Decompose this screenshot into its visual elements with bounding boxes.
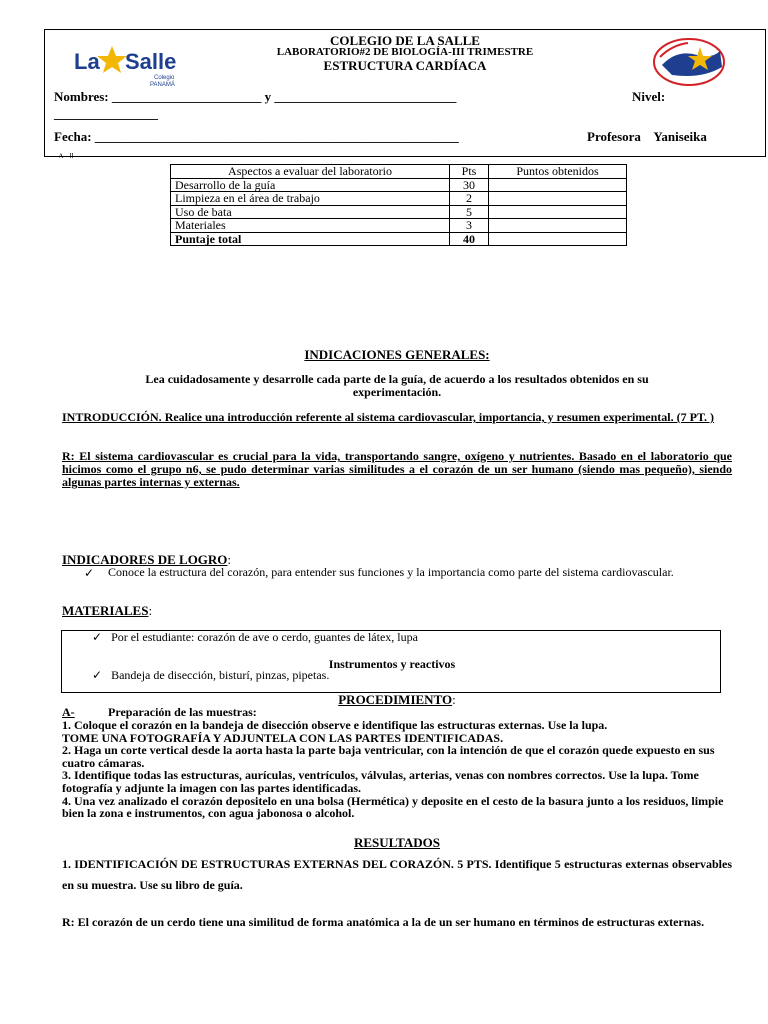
intro-text: Realice una introducción referente al sistema cardiovascular, importancia, y resumen experimental. (7 PT. ) [161, 410, 715, 424]
materiales-colon: : [148, 603, 153, 618]
logo-sub-panama: PANAMÁ [150, 82, 175, 88]
indicaciones-title: INDICACIONES GENERALES: [304, 347, 490, 362]
resultados-a1: R: El corazón de un cerdo tiene una similitud de forma anatómica a la de un ser humano en términos de estructuras externas. [62, 915, 705, 929]
procedimiento-step: 2. Haga un corte vertical desde la aorta hasta la parte baja ventricular, con la intención de que el corazón quede expuesto en sus cuatro cámaras. [62, 743, 715, 770]
table-cell-obtained[interactable] [489, 178, 627, 192]
school-seal-logo [652, 37, 726, 87]
table-cell-obtained[interactable] [489, 205, 627, 219]
nivel-label: Nivel: [632, 89, 666, 104]
check-icon: ✓ [92, 668, 103, 682]
logro-item [84, 566, 732, 579]
school-title: COLEGIO DE LA SALLE [330, 33, 480, 48]
table-row [171, 192, 627, 206]
check-icon: ✓ [84, 566, 95, 580]
table-cell-aspect: Uso de bata [171, 205, 450, 219]
table-cell-pts: 2 [450, 192, 489, 206]
procedimiento-step: 3. Identifique todas las estructuras, aurículas, ventrículos, válvulas, arterias, venas con nombres correctos. Use la lupa. Tome fotografía y adjunte la imagen con las partes identificadas. [62, 768, 699, 795]
procedimiento-step: 4. Una vez analizado el corazón depositelo en una bolsa (Hermética) y deposite en el cesto de la basura junto a los residuos, limpie bien la zona e instrumentos, con agua jabonosa o alcohol. [62, 793, 724, 821]
table-header-obtained: Puntos obtenidos [489, 165, 627, 179]
table-cell-obtained[interactable] [489, 219, 627, 233]
materiales-title: MATERIALES [62, 603, 149, 618]
svg-text:Salle: Salle [125, 49, 177, 74]
logro-item-text: Conoce la estructura del corazón, para entender sus funciones y la importancia como parte del sistema cardiovascular. [108, 565, 674, 579]
table-header-pts: Pts [450, 165, 489, 179]
evaluation-table [170, 164, 627, 246]
lab-title: LABORATORIO#2 DE BIOLOGÍA-III TRIMESTRE [276, 46, 534, 58]
procedimiento-steps [62, 719, 734, 820]
intro-label: INTRODUCCIÓN. [62, 410, 162, 424]
fecha-field[interactable]: Fecha: ________________________________________________________ [54, 129, 459, 144]
materiales-instrumentos [92, 668, 329, 683]
procedimiento-a-text: Preparación de las muestras: [108, 705, 257, 719]
logro-colon: : [227, 552, 232, 567]
resultados-title: RESULTADOS [354, 835, 440, 850]
table-row [171, 178, 627, 192]
table-cell-pts: 5 [450, 205, 489, 219]
nivel-line[interactable]: ________________ [54, 106, 158, 121]
table-cell-aspect: Materiales [171, 219, 450, 233]
table-cell-aspect: Limpieza en el área de trabajo [171, 192, 450, 206]
check-icon: ✓ [92, 630, 103, 644]
la-salle-logo [72, 42, 190, 94]
table-cell-obtained[interactable] [489, 232, 627, 246]
indicaciones-text: Lea cuidadosamente y desarrolle cada parte de la guía, de acuerdo a los resultados obtenidos en su experimentación. [145, 372, 649, 399]
resultados-q1: 1. IDENTIFICACIÓN DE ESTRUCTURAS EXTERNAS DEL CORAZÓN. 5 PTS. Identifique 5 estructuras externas observables en su muestra. Use su libro de guía. [62, 857, 732, 892]
table-header-aspect: Aspectos a evaluar del laboratorio [171, 165, 450, 179]
table-cell-pts: 30 [450, 178, 489, 192]
procedimiento-a-label: A- [62, 705, 75, 719]
table-cell-aspect: Puntaje total [171, 232, 450, 246]
materiales-estudiante-text: Por el estudiante: corazón de ave o cerdo, guantes de látex, lupa [111, 630, 418, 644]
intro-answer: R: El sistema cardiovascular es crucial para la vida, transportando sangre, oxígeno y nutrientes. Basado en el laboratorio que hicimos como el grupo n6, se pudo determinar varias similitudes a el corazón de un ser humano (siendo mas pequeño), siendo algunas partes internas y externas. [62, 449, 732, 489]
instrumentos-title: Instrumentos y reactivos [328, 657, 456, 671]
table-cell-pts: 3 [450, 219, 489, 233]
header-cut-text: A ll [58, 152, 74, 158]
table-row-total [171, 232, 627, 246]
table-cell-aspect: Desarrollo de la guía [171, 178, 450, 192]
table-header-row [171, 165, 627, 179]
logo-sub-colegio: Colegio [154, 75, 175, 81]
table-row [171, 219, 627, 233]
procedimiento-title: PROCEDIMIENTO [338, 692, 453, 707]
procedimiento-step: 1. Coloque el corazón en la bandeja de disección observe e identifique las estructuras externas. Use la lupa. [62, 718, 608, 732]
materiales-instrumentos-text: Bandeja de disección, bisturí, pinzas, pipetas. [111, 668, 330, 682]
table-cell-pts: 40 [450, 232, 489, 246]
svg-text:La: La [74, 49, 100, 74]
table-cell-obtained[interactable] [489, 192, 627, 206]
table-row [171, 205, 627, 219]
procedimiento-step: TOME UNA FOTOGRAFÍA Y ADJUNTELA CON LAS PARTES IDENTIFICADAS. [62, 730, 504, 745]
topic-title: ESTRUCTURA CARDÍACA [323, 58, 487, 73]
materiales-estudiante [92, 630, 418, 645]
logro-title: INDICADORES DE LOGRO [62, 552, 228, 567]
profesora-label: Profesora Yaniseika [587, 129, 707, 144]
nombres-field[interactable]: Nombres: _______________________ y ____________________________ [54, 89, 457, 104]
intro-paragraph [62, 411, 732, 424]
procedimiento-colon: : [452, 692, 456, 707]
materiales-heading [62, 603, 152, 619]
